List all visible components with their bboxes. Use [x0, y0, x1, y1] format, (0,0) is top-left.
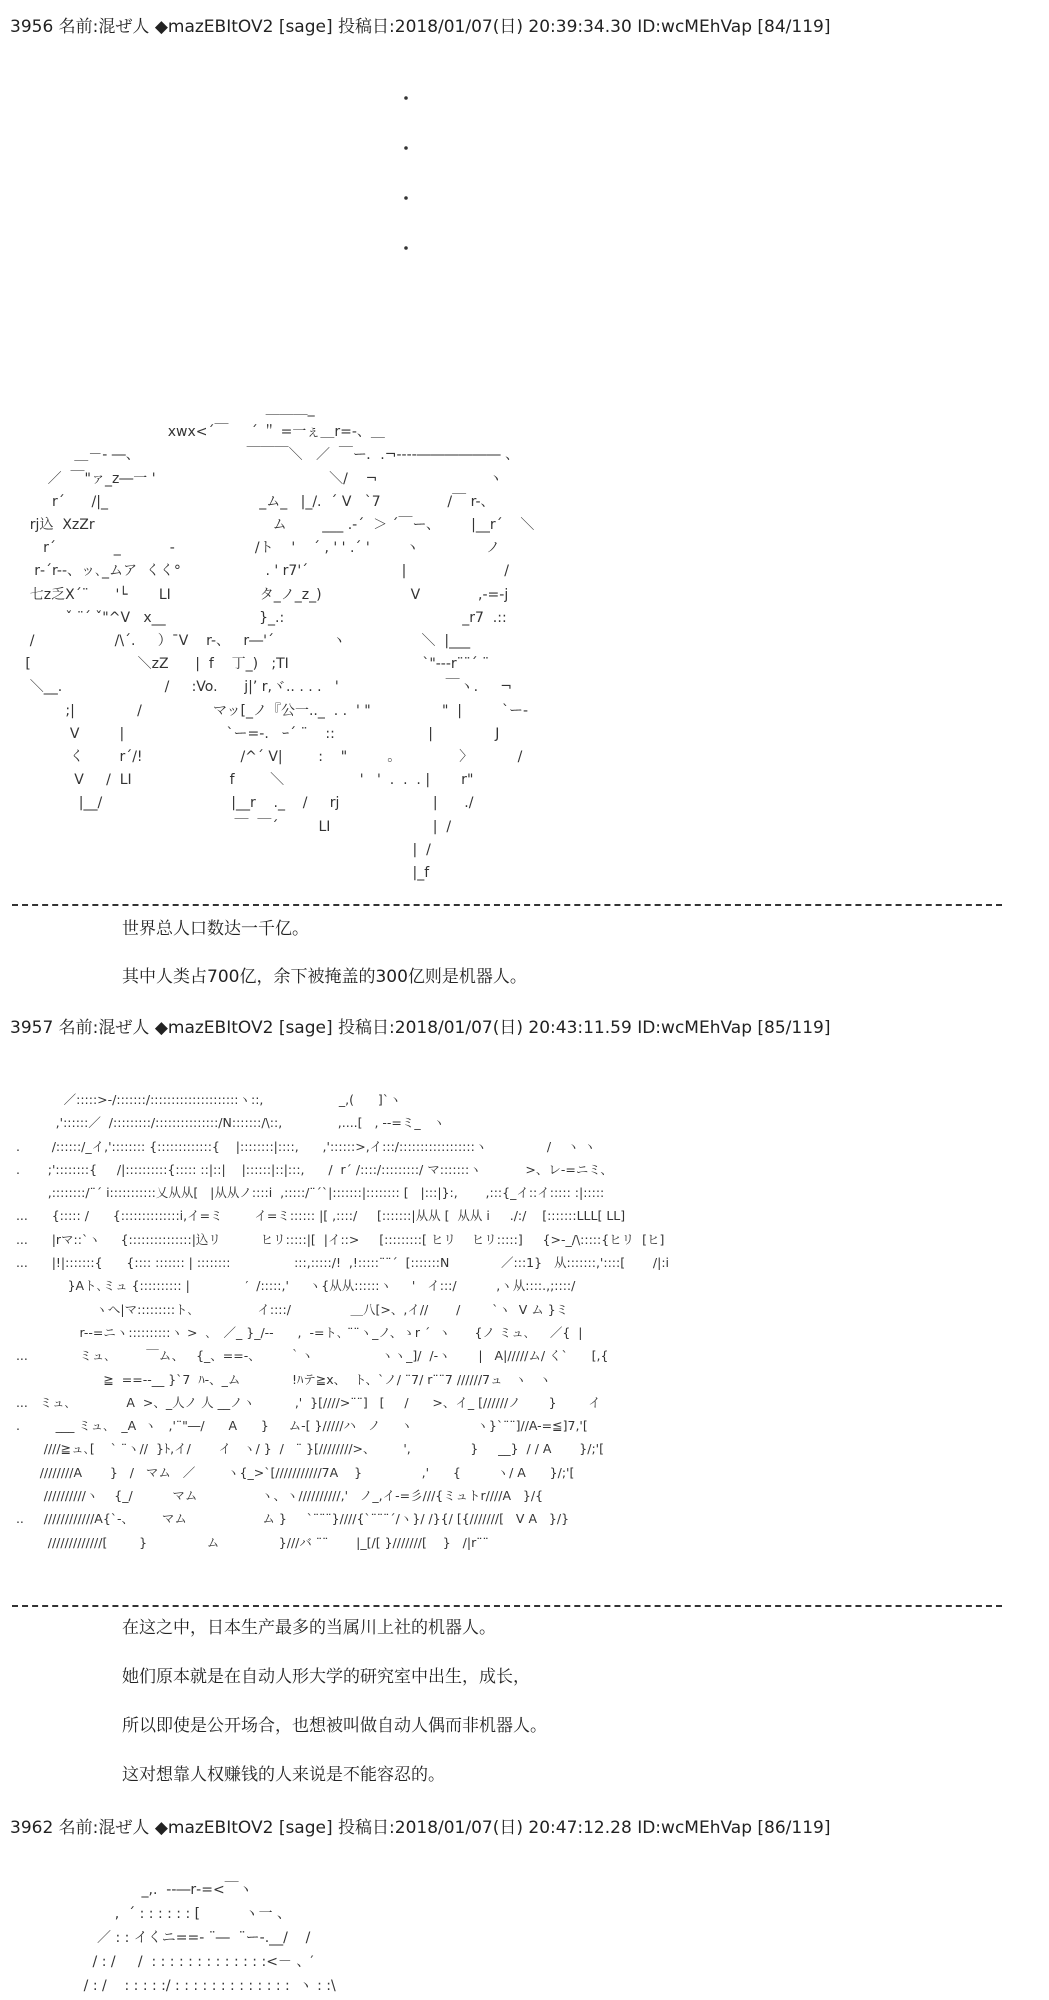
- poster-name: 混ぜ人: [98, 1018, 150, 1038]
- dots-art: ・ ・ ・ ・: [398, 89, 415, 258]
- narration-line: 这对想靠人权赚钱的人来说是不能容忍的。: [122, 1765, 445, 1785]
- poster-name: 混ぜ人: [98, 1818, 150, 1838]
- poster-trip: ◆mazEBItOV2: [154, 1818, 274, 1838]
- narration-line: 她们原本就是在自动人形大学的研究室中出生，成长，: [122, 1667, 530, 1687]
- poster-mail[interactable]: [sage]: [278, 1018, 333, 1038]
- narration-line: 所以即使是公开场合，也想被叫做自动人偶而非机器人。: [122, 1716, 547, 1736]
- name-label: 名前:: [58, 1818, 99, 1838]
- narration-line: 世界总人口数达一千亿。: [122, 919, 309, 939]
- post-date: 2018/01/07(日) 20:43:11.59: [394, 1018, 632, 1038]
- poster-mail[interactable]: [sage]: [278, 17, 333, 37]
- post-number[interactable]: 3956: [10, 17, 54, 37]
- date-label: 投稿日:: [338, 17, 395, 37]
- poster-trip: ◆mazEBItOV2: [154, 1018, 274, 1038]
- poster-id[interactable]: ID:wcMEhVap: [637, 1018, 752, 1038]
- poster-trip: ◆mazEBItOV2: [154, 17, 274, 37]
- post-header: [10, 1817, 830, 1839]
- post-count: [85/119]: [757, 1018, 831, 1038]
- poster-mail[interactable]: [sage]: [278, 1818, 333, 1838]
- post-count: [86/119]: [757, 1818, 831, 1838]
- world-map-art: ＿＿＿_ xwx<´￣ ´ ＂ =一ぇ＿r=-、＿ ＿－‐ ―、 ￣￣￣＼ ／ ￣ー．.¬----―――――― 、 ／ ￣"ァ_z―一 ' ＼/ ¬ ヽ r´ /|_ _ム_ |_/. ´ V `7 /￣ r-、 rj込 XzZr ム ___ .‐´ ＞ ´￣ー、 |__r´ ＼ r´ _ - /ト ' ´ , ' ' .´ ' ヽ ノ r‐´r--、ッ､_ムア くく° . ' r7'´ | / 七z乏X´¨ '└ LI タ_ノ_z_) V ,-=-j ˇ ¨´ ˇ"^V x__ }_.: _r7 .:: / /\´. ）ˉV r-、 r―'´ ヽ ＼ |___ [ ＼zZ | f 丁_) ;TI `"-‐-r¨¨´ ¨ ＼__. / :Vo. j|’ r,ヾ.. . . . ' ￣ヽ. ¬ ;| / マッ[_ノ『公一.._ . . ' " " | `ー‐ V | `ー=-. ｰ´ ¨ :: | J く r´/! /^´ V| : " 。 〉 / V / LI f ＼ ' ' . . . | r" |__/ |__r ._ / rj | ./ ￣ ￣´ LI | / | / |_f: [25, 401, 535, 882]
- post-header: [10, 1017, 830, 1039]
- post-date: 2018/01/07(日) 20:47:12.28: [394, 1818, 632, 1838]
- post-date: 2018/01/07(日) 20:39:34.30: [394, 17, 632, 37]
- poster-id[interactable]: ID:wcMEhVap: [637, 17, 752, 37]
- post-divider: [12, 1605, 1002, 1607]
- poster-name: 混ぜ人: [98, 17, 150, 37]
- name-label: 名前:: [58, 17, 99, 37]
- narration-line: 其中人类占700亿，余下被掩盖的300亿则是机器人。: [122, 967, 527, 987]
- crowd-art: ／:::::>-/:::::::/:::::::::::::::::::::ヽ::, _,( ]`ヽ ,'::::::／ /:::::::::/:::::::::::::::/N:::::::/\::, ,....[ , --=ミ_ ヽ . /::::::/_イ,':::::::: {:::::::::::::{ |::::::::|::::, ,'::::::>,イ:::/::::::::::::::::::ヽ / ヽ ヽ . ;'::::::::{ /|::::::::::{::::: ::|::| |::::::|::|:::, / r´ /::::/:::::::::/ マ:::::::ヽ >、レ-=ニミ、 ,::::::::/¨´ i:::::::::::乂从从[ |从从ノ::::i ,:::::/¨´`|:::::::|:::::::: [ |:::|}:, ,:::{_イ::イ::::: :|::::: ... {::::: / {::::::::::::::i,イ=ミ イ=ミ:::::: |[ ,::::/ [:::::::|从从 [ 从从 i ./:/ [:::::::LLL[ LL] ... |rマ::`ヽ {:::::::::::::::|込リ ヒリ:::::|[ |イ::> [:::::::::[ ヒリ ヒリ:::::] {>‐_/\:::::{ヒリ [ヒ] ... |!|:::::::{ {:::: ::::::: | :::::::: :::,:::::/! ,!:::::¨¨´ [:::::::N ／:::1} 从:::::::,'::::[ /|:i }Aト､ミュ {:::::::::: | ′ /:::::,' ヽ{从从::::::ヽ ' イ:::/ ,ヽ从::::.,;::::/ ヽへ|マ:::::::::ト､ イ::::/ ＿八[>、,イ// / `ヽ V ム }ミ r--=ニヽ::::::::::ヽ > ､ ／_ }_/-- , -=ト､ ¨¨ヽ_ノ、ゝr ´ ヽ {ノ ミュ､ ／{ | ... ミュ､ ￣ム、 {_、==-、 ｀ヽ ヽヽ_]/ /-ヽ | A|/////ム/ く` [,{ ≧ ==--__ }`7 ﾊ-、_ム !ﾊテ≧x、 ト、`ノ/ ¨7/ r¨¨7 //////7ュ ヽ ヽ ... ミュ､ A >、_人ノ 人 __ノヽ ,' }[////>¨¨] [ / >、イ_ [//////ノ } イ . ___ ミュ､ _A ヽ ,'¨"―/ A } ム-[ }/////ハ ノ ヽ ヽ}`¨¨]//A-=≦]7,'[ ////≧ュ､[ ` ¨ヽ// }ﾄ,イ/ イ ヽ/ } / ¨ }[////////>、 ', } __} / / A }/;'[ ////////A } / マム ／ ヽ{_>`[///////////7A } ,' { ヽ/ A }/;'[ //////////ヽ {_/ マム ヽ、ヽ//////////,' ノ_,イ-=彡///{ミュトr////A }/{ .. ////////////A{`-、 マム ム } `¨¨¨}////{`¨¨¨´/ヽ}/ /}{/ [{///////[ V A }/} /////////////[ } ム }///バ ¨¨ |_[/[ }///////[ } /|r¨¨: [15, 1092, 670, 1550]
- post-divider: [12, 904, 1002, 906]
- character-art: _,. -‐―r‐=<￣ヽ , ´ : : : : : : [ ヽ一 、 ／ : : イくニ==- ¨― ¨ー-.__/ / / : / / : : : : : : : : : : : : :<－ 、′ / : / : : : : :/ : : : : : : : : : : : : : ヽ : :\: [83, 1882, 336, 1994]
- post-number[interactable]: 3962: [10, 1818, 54, 1838]
- poster-id[interactable]: ID:wcMEhVap: [637, 1818, 752, 1838]
- date-label: 投稿日:: [338, 1818, 395, 1838]
- post-number[interactable]: 3957: [10, 1018, 54, 1038]
- post-count: [84/119]: [757, 17, 831, 37]
- narration-line: 在这之中，日本生产最多的当属川上社的机器人。: [122, 1618, 496, 1638]
- name-label: 名前:: [58, 1018, 99, 1038]
- date-label: 投稿日:: [338, 1018, 395, 1038]
- post-header: [10, 16, 830, 38]
